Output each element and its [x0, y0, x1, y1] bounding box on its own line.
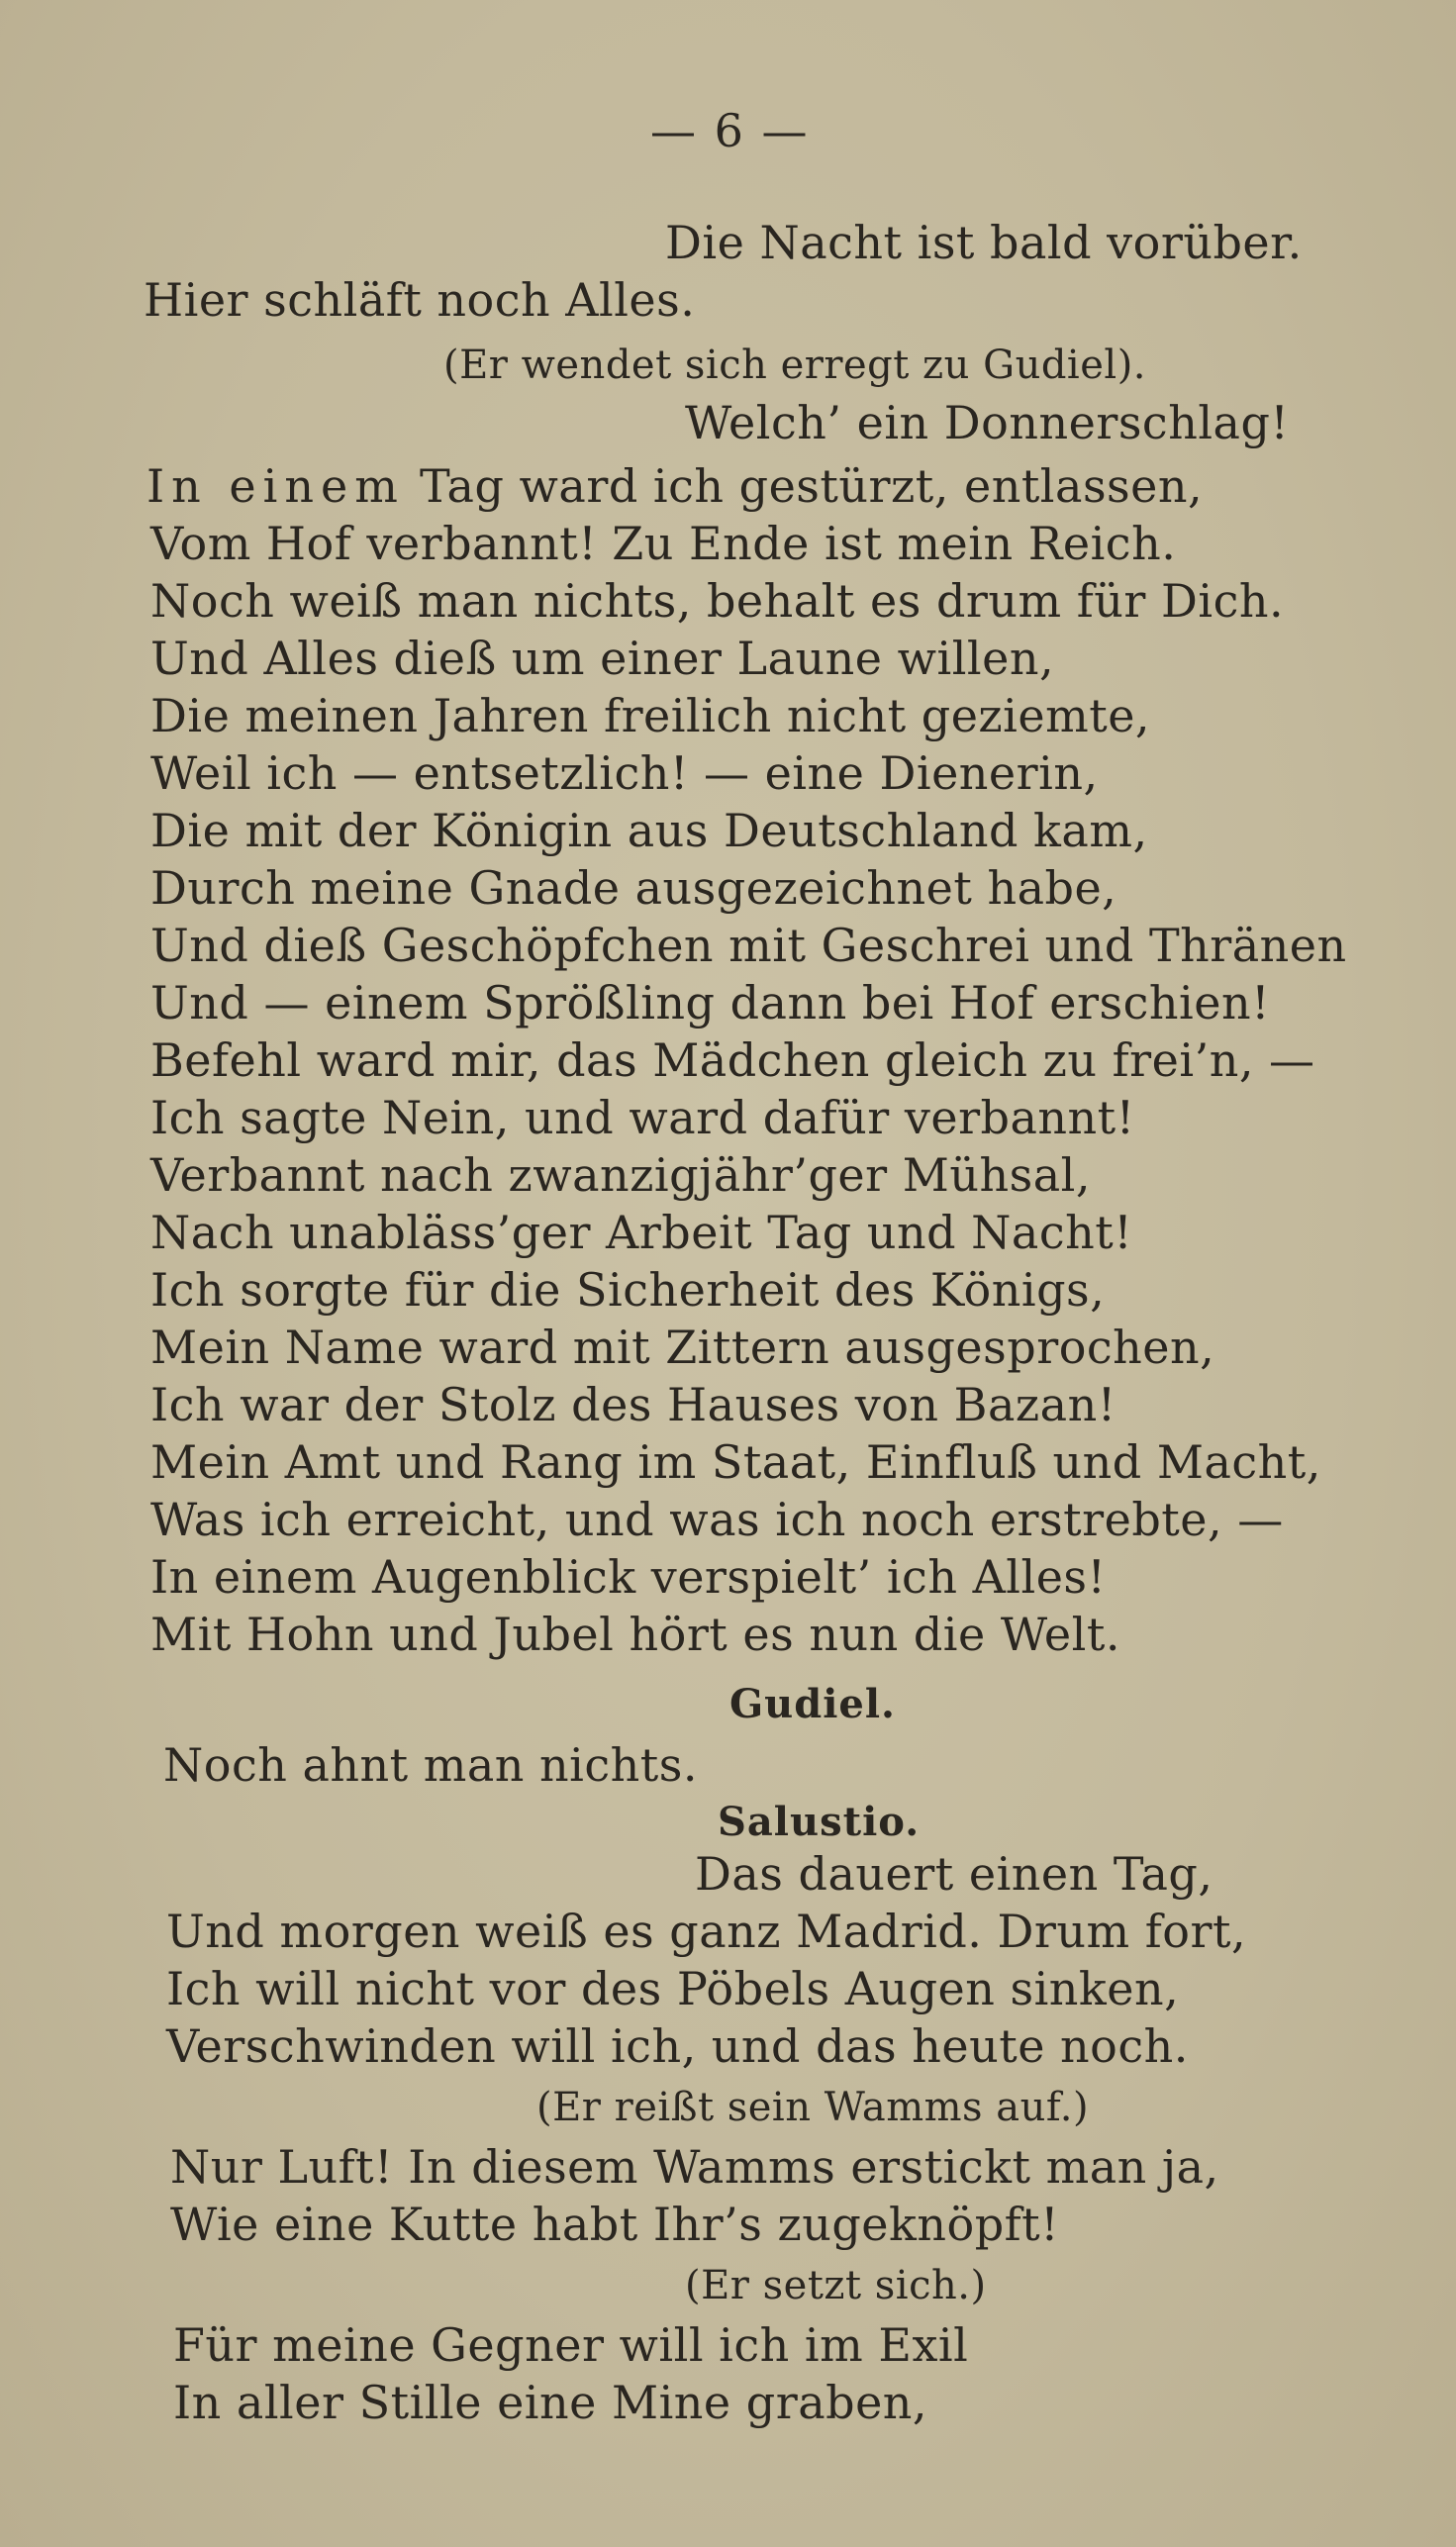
verse-line: Und Alles dieß um einer Laune willen, [150, 632, 1055, 685]
verse-line: Ich sagte Nein, und ward dafür verbannt! [150, 1091, 1135, 1144]
verse-line: Für meine Gegner will ich im Exil [173, 2318, 969, 2372]
stage-direction: (Er reißt sein Wamms auf.) [536, 2085, 1090, 2130]
verse-line: Und morgen weiß es ganz Madrid. Drum fort, [166, 1905, 1247, 1958]
speaker-name: Salustio. [718, 1799, 921, 1845]
verse-line: Wie eine Kutte habt Ihr’s zugeknöpft! [170, 2198, 1060, 2251]
verse-line: Mein Amt und Rang im Staat, Einfluß und Macht, [150, 1435, 1321, 1489]
page-number: — 6 — [650, 104, 810, 157]
speaker-name: Gudiel. [729, 1681, 896, 1727]
verse-line: Die meinen Jahren freilich nicht geziemte, [150, 689, 1151, 742]
verse-line: Und dieß Geschöpfchen mit Geschrei und Thränen [150, 919, 1347, 972]
verse-line: In aller Stille eine Mine graben, [173, 2376, 928, 2429]
stage-direction: (Er wendet sich erregt zu Gudiel). [443, 343, 1147, 388]
verse-line: Befehl ward mir, das Mädchen gleich zu frei’n, — [150, 1033, 1315, 1087]
stage-direction: (Er setzt sich.) [685, 2263, 987, 2308]
verse-line-rest: Tag ward ich gestürzt, entlassen, [404, 459, 1204, 513]
verse-line: Welch’ ein Donnerschlag! [685, 396, 1290, 449]
emphasized-text: In einem [146, 459, 405, 513]
verse-line: In einem Augenblick verspielt’ ich Alles! [150, 1550, 1107, 1604]
verse-line: Nur Luft! In diesem Wamms erstickt man ja, [170, 2140, 1219, 2194]
verse-line: Und — einem Sprößling dann bei Hof erschien! [150, 976, 1271, 1029]
verse-line: Durch meine Gnade ausgezeichnet habe, [150, 861, 1117, 915]
verse-line: Mit Hohn und Jubel hört es nun die Welt. [150, 1608, 1120, 1661]
verse-line: Noch ahnt man nichts. [163, 1738, 698, 1792]
verse-line: Hier schläft noch Alles. [144, 273, 696, 327]
verse-line: Die Nacht ist bald vorüber. [665, 216, 1303, 269]
verse-line: Nach unabläss’ger Arbeit Tag und Nacht! [150, 1206, 1133, 1259]
verse-line: Ich will nicht vor des Pöbels Augen sinken, [166, 1962, 1180, 2015]
verse-line: Das dauert einen Tag, [695, 1847, 1213, 1901]
verse-line: Mein Name ward mit Zittern ausgesprochen, [150, 1321, 1215, 1374]
verse-line: Ich sorgte für die Sicherheit des Königs, [150, 1263, 1106, 1317]
verse-line [146, 457, 1203, 515]
verse-line: Noch weiß man nichts, behalt es drum für Dich. [150, 574, 1285, 628]
verse-line: Verschwinden will ich, und das heute noch. [166, 2019, 1189, 2073]
verse-line: Vom Hof verbannt! Zu Ende ist mein Reich. [150, 517, 1177, 570]
verse-line: Was ich erreicht, und was ich noch erstrebte, — [150, 1493, 1284, 1546]
verse-line: Die mit der Königin aus Deutschland kam, [150, 804, 1148, 857]
verse-line: Ich war der Stolz des Hauses von Bazan! [150, 1378, 1116, 1431]
verse-line: Weil ich — entsetzlich! — eine Dienerin, [150, 746, 1099, 800]
verse-line: Verbannt nach zwanzigjähr’ger Mühsal, [150, 1148, 1091, 1202]
